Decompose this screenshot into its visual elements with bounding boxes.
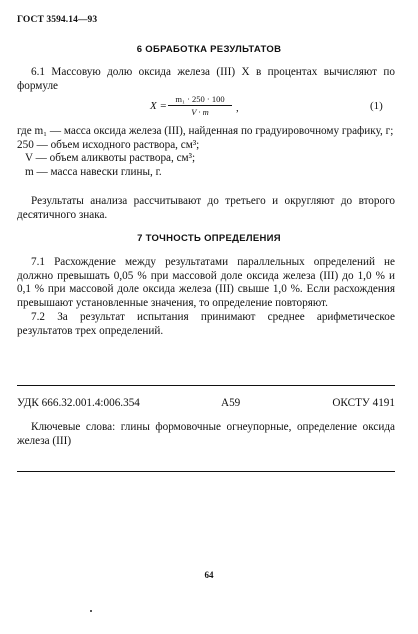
section-7-title: 7 ТОЧНОСТЬ ОПРЕДЕЛЕНИЯ (137, 233, 281, 244)
formula-comma: , (236, 102, 239, 114)
definition-row (17, 125, 395, 139)
section-7-1-paragraph: 7.1 Расхождение между результатами параллельных определений не должно превышать 0,05 % при массовой доле оксида железа (III) до 1,0 % и 0,1 % при массовой доле оксида железа (III) свыше 1,0 %. Если расхождения превышают установленные значения, то определение повторяют. (17, 256, 395, 309)
formula-lhs: X = (150, 100, 167, 112)
definition-symbol: m — (25, 165, 51, 178)
definition-symbol: 250 — (17, 138, 51, 151)
section-6-title: 6 ОБРАБОТКА РЕЗУЛЬТАТОВ (136, 44, 282, 55)
keywords-paragraph: Ключевые слова: глины формовочные огнеупорные, определение оксида железа (III) (17, 421, 395, 447)
classification-code: А59 (221, 397, 241, 409)
page-number: 64 (204, 570, 214, 580)
formula-denominator: V · m (191, 107, 209, 117)
definition-text: объем исходного раствора, см³; (50, 138, 200, 151)
divider-bottom (17, 471, 395, 472)
divider-top (17, 385, 395, 386)
formula-numerator: m₁ · 250 · 100 (168, 94, 232, 106)
definition-row (17, 166, 395, 180)
definition-text: масса навески глины, г. (50, 165, 162, 178)
scan-speck (90, 610, 92, 612)
section-6-1-paragraph: 6.1 Массовую долю оксида железа (III) X в процентах вычисляют по формуле (17, 66, 395, 92)
variable-definitions (17, 125, 395, 179)
definition-symbol: где m₁ — (17, 125, 64, 137)
formula-number: (1) (370, 100, 383, 112)
section-6-results-paragraph: Результаты анализа рассчитывают до третьего и округляют до второго десятичного знака. (17, 195, 395, 221)
definition-text: объем аликвоты раствора, см³; (49, 152, 196, 165)
formula-1 (0, 92, 418, 122)
definition-text: масса оксида железа (III), найденная по градуировочному графику, г; (63, 125, 394, 137)
section-7-2-paragraph: 7.2 За результат испытания принимают среднее арифметическое результатов трех определений. (17, 311, 395, 337)
formula-fraction (168, 94, 232, 117)
definition-symbol: V — (25, 152, 50, 165)
okstu-code: ОКСТУ 4191 (332, 397, 395, 409)
definition-row (17, 152, 395, 166)
udk-code: УДК 666.32.001.4:006.354 (17, 397, 140, 409)
definition-row (17, 139, 395, 153)
standard-header: ГОСТ 3594.14—93 (17, 15, 98, 25)
